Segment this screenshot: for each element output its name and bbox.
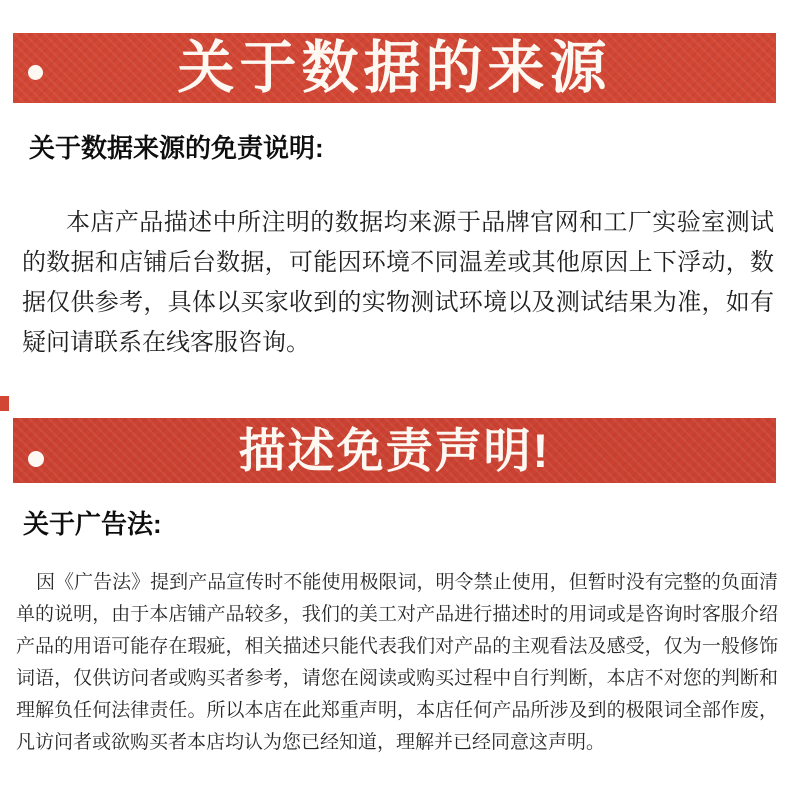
banner-title-data-source: 关于数据的来源 [177, 35, 612, 100]
banner-title-description-disclaimer: 描述免责声明! [238, 424, 551, 477]
left-edge-red-notch [0, 396, 9, 411]
white-dot-icon [28, 65, 43, 80]
white-dot-icon [28, 451, 44, 467]
data-source-banner [13, 33, 776, 103]
advertising-law-paragraph: 因《广告法》提到产品宣传时不能使用极限词，明令禁止使用，但暂时没有完整的负面清单的说明，由于本店铺产品较多，我们的美工对产品进行描述时的用词或是咨询时客服介绍产品的用语可能存在瑕疵，相关描述只能代表我们对产品的主观看法及感受，仅为一般修饰词语，仅供访问者或购买者参考，请您在阅读或购买过程中自行判断，本店不对您的判断和理解负任何法律责任。所以本店在此郑重声明，本店任何产品所涉及到的极限词全部作废，凡访问者或欲购买者本店均认为您已经知道，理解并已经同意这声明。 [16, 572, 778, 753]
description-disclaimer-banner [13, 418, 776, 483]
advertising-law-heading: 关于广告法: [23, 509, 162, 539]
data-source-disclaimer-paragraph: 本店产品描述中所注明的数据均来源于品牌官网和工厂实验室测试的数据和店铺后台数据，可能因环境不同温差或其他原因上下浮动，数据仅供参考，具体以买家收到的实物测试环境以及测试结果为准，如有疑问请联系在线客服咨询。 [22, 209, 774, 356]
data-source-disclaimer-heading: 关于数据来源的免责说明: [29, 133, 324, 163]
